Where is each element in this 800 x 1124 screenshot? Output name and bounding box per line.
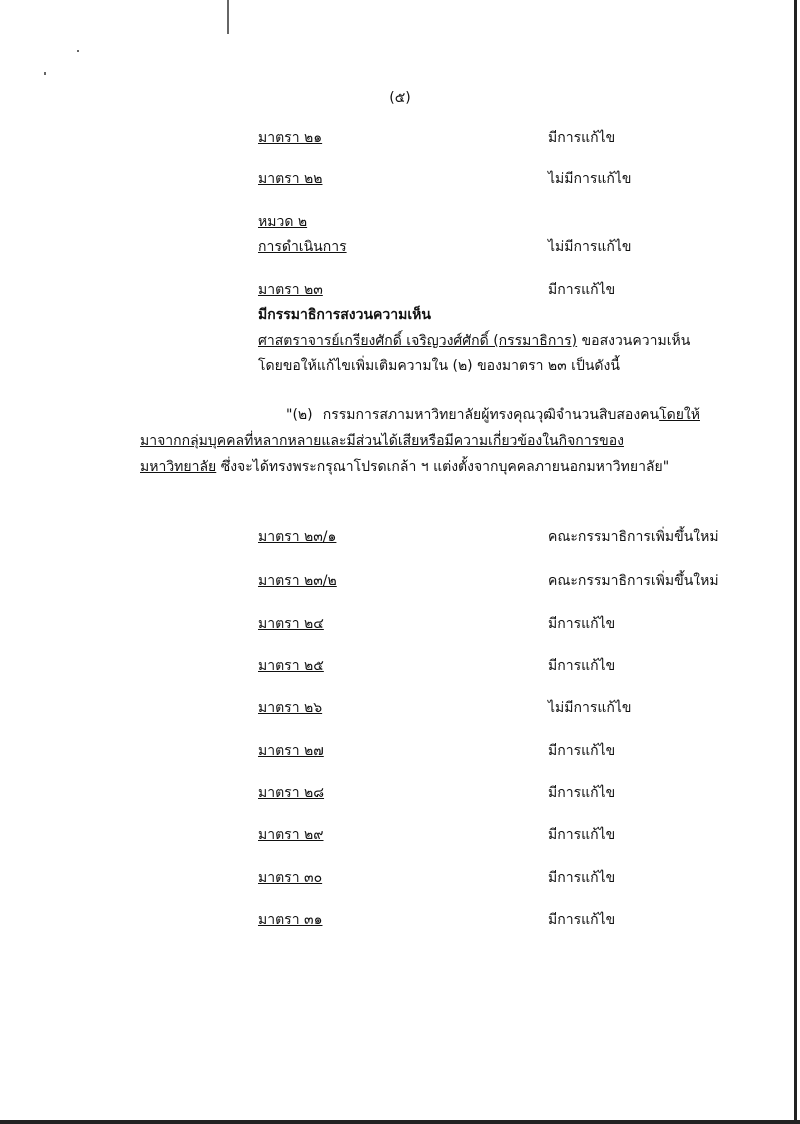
section-row bbox=[258, 168, 738, 190]
section-label: มาตรา ๒๔ bbox=[258, 616, 324, 632]
section-row bbox=[258, 279, 738, 301]
reservation-line2: โดยขอให้แก้ไขเพิ่มเติมความใน (๒) ของมาตรา ๒๓ เป็นดังนี้ bbox=[258, 358, 620, 374]
section-label: มาตรา ๒๘ bbox=[258, 785, 325, 801]
quote-plain: "(๒) กรรมการสภามหาวิทยาลัยผู้ทรงคุณวุฒิจำนวนสิบสองคน bbox=[286, 407, 660, 423]
section-row bbox=[258, 740, 738, 762]
section-row bbox=[258, 613, 738, 635]
section-label: มาตรา ๒๗ bbox=[258, 743, 324, 759]
section-status: มีการแก้ไข bbox=[548, 785, 616, 801]
chapter-heading: หมวด ๒ bbox=[258, 214, 308, 230]
scan-mark bbox=[227, 0, 229, 34]
section-row bbox=[258, 655, 738, 677]
section-status: คณะกรรมาธิการเพิ่มขึ้นใหม่ bbox=[548, 529, 719, 545]
section-status: ไม่มีการแก้ไข bbox=[548, 171, 632, 187]
section-row bbox=[258, 909, 738, 931]
section-label: มาตรา ๒๑ bbox=[258, 130, 323, 146]
section-label: มาตรา ๓๑ bbox=[258, 912, 323, 928]
scan-edge-right bbox=[794, 0, 797, 1124]
section-status: มีการแก้ไข bbox=[548, 616, 616, 632]
section-status: มีการแก้ไข bbox=[548, 658, 616, 674]
section-label: มาตรา ๒๒ bbox=[258, 171, 323, 187]
member-suffix: ขอสงวนความเห็น bbox=[577, 333, 691, 349]
scan-mark bbox=[44, 72, 46, 75]
section-row bbox=[258, 127, 738, 149]
chapter-status: ไม่มีการแก้ไข bbox=[548, 239, 632, 255]
section-label: มาตรา ๒๕ bbox=[258, 658, 324, 674]
chapter-title: การดำเนินการ bbox=[258, 239, 347, 255]
section-status: มีการแก้ไข bbox=[548, 282, 616, 298]
section-label: มาตรา ๒๓/๑ bbox=[258, 529, 337, 545]
section-label: มาตรา ๒๓/๒ bbox=[258, 573, 337, 589]
section-row bbox=[258, 570, 738, 592]
section-row bbox=[258, 526, 738, 548]
section-row bbox=[258, 697, 738, 719]
section-status: มีการแก้ไข bbox=[548, 743, 616, 759]
section-status: คณะกรรมาธิการเพิ่มขึ้นใหม่ bbox=[548, 573, 719, 589]
section-row bbox=[258, 782, 738, 804]
section-status: มีการแก้ไข bbox=[548, 870, 616, 886]
chapter-row bbox=[258, 236, 738, 258]
section-status: มีการแก้ไข bbox=[548, 130, 616, 146]
section-label: มาตรา ๒๓ bbox=[258, 282, 323, 298]
reservation-heading: มีกรรมาธิการสงวนความเห็น bbox=[258, 307, 431, 323]
quote-underlined: โดยให้มาจากกลุ่มบุคคลที่หลากหลายและมีส่วนได้เสียหรือมีความเกี่ยวข้องในกิจการของมหาวิทยาลัย bbox=[140, 407, 700, 475]
section-status: มีการแก้ไข bbox=[548, 827, 616, 843]
section-status: มีการแก้ไข bbox=[548, 912, 616, 928]
section-label: มาตรา ๒๙ bbox=[258, 827, 324, 843]
section-row bbox=[258, 824, 738, 846]
reservation-member-line bbox=[258, 330, 690, 352]
section-status: ไม่มีการแก้ไข bbox=[548, 700, 632, 716]
scan-edge-bottom bbox=[0, 1120, 800, 1124]
member-name: ศาสตราจารย์เกรียงศักดิ์ เจริญวงศ์ศักดิ์ (กรรมาธิการ) bbox=[258, 333, 578, 349]
section-label: มาตรา ๒๖ bbox=[258, 700, 323, 716]
quoted-paragraph bbox=[140, 402, 700, 480]
page-number: (๕) bbox=[389, 90, 411, 106]
quote-rest: ซึ่งจะได้ทรงพระกรุณาโปรดเกล้า ฯ แต่งตั้งจากบุคคลภายนอกมหาวิทยาลัย" bbox=[216, 459, 670, 475]
scan-mark bbox=[77, 50, 79, 52]
section-row bbox=[258, 867, 738, 889]
section-label: มาตรา ๓๐ bbox=[258, 870, 323, 886]
